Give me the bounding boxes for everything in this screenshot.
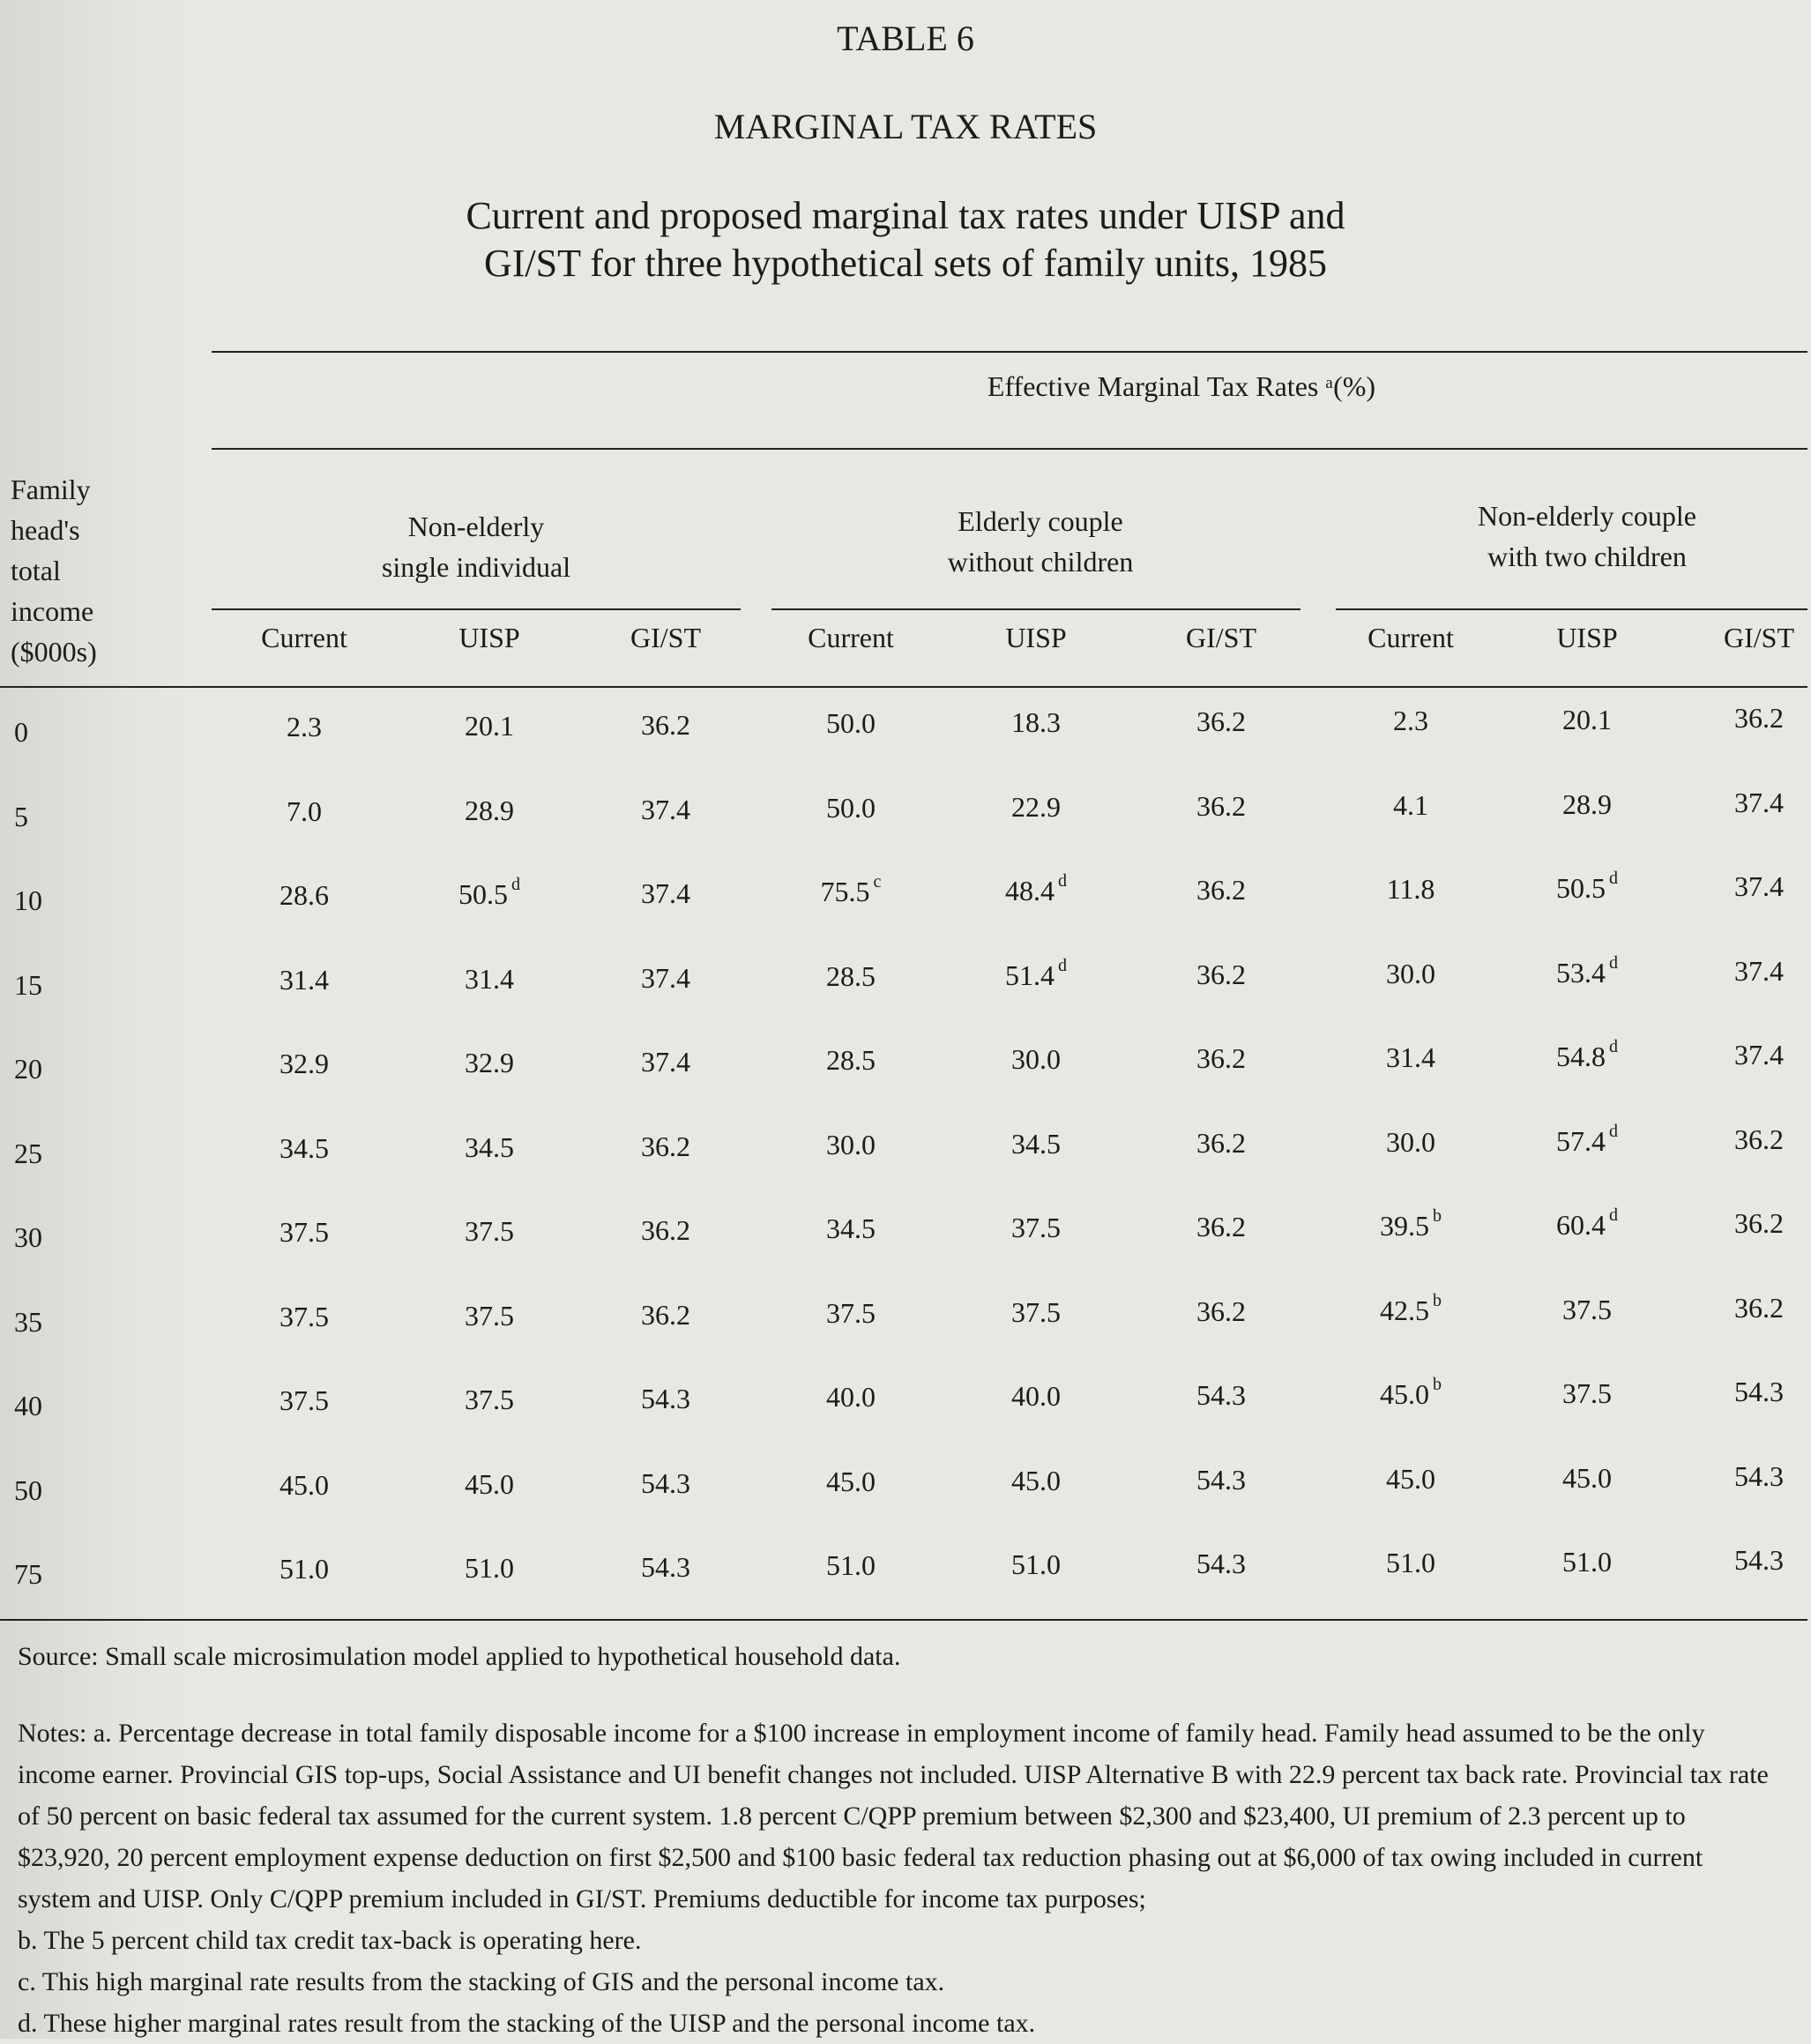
rate-value: 45.0 bbox=[1380, 1378, 1429, 1410]
rate-value: 22.9 bbox=[1011, 790, 1061, 823]
rate-value: 45.0 bbox=[826, 1465, 876, 1497]
rate-cell bbox=[961, 955, 1111, 992]
rate-cell bbox=[1336, 1126, 1486, 1159]
rate-cell bbox=[1684, 787, 1811, 819]
group-rule-1 bbox=[212, 608, 741, 610]
income-cell: 40 bbox=[14, 1390, 42, 1421]
rate-value: 36.2 bbox=[1196, 1042, 1246, 1074]
rate-cell bbox=[1336, 1463, 1486, 1496]
table-bottom-rule bbox=[0, 1619, 1807, 1621]
rate-cell bbox=[591, 1467, 741, 1500]
rate-value: 31.4 bbox=[279, 963, 329, 996]
rate-cell bbox=[1512, 788, 1662, 821]
rate-cell bbox=[1512, 1462, 1662, 1495]
rate-value: 20.1 bbox=[1562, 704, 1612, 735]
column-header: GI/ST bbox=[1724, 622, 1794, 653]
rate-value: 2.3 bbox=[287, 711, 322, 742]
rate-value: 51.0 bbox=[826, 1549, 876, 1581]
rate-cell bbox=[1684, 1544, 1811, 1577]
rate-cell bbox=[1146, 1211, 1296, 1243]
rate-cell bbox=[229, 795, 379, 828]
rate-value: 28.6 bbox=[279, 879, 329, 911]
rate-cell bbox=[776, 960, 926, 993]
rate-cell bbox=[1336, 1290, 1486, 1327]
rate-value: 37.4 bbox=[1734, 870, 1784, 902]
rate-cell bbox=[229, 1048, 379, 1080]
rate-cell bbox=[1336, 705, 1486, 737]
footnote-marker: d bbox=[1058, 955, 1067, 975]
rate-value: 45.0 bbox=[1386, 1462, 1435, 1495]
rate-value: 54.3 bbox=[1734, 1459, 1784, 1492]
footnote-marker: d bbox=[1609, 869, 1618, 888]
rate-cell bbox=[776, 707, 926, 740]
rate-value: 37.4 bbox=[641, 793, 690, 825]
rate-cell bbox=[961, 706, 1111, 739]
note-d: d. These higher marginal rates result from the stacking of the UISP and the personal income tax. bbox=[18, 2009, 1036, 2038]
rate-cell bbox=[776, 792, 926, 824]
rate-cell bbox=[1512, 952, 1662, 989]
rate-value: 51.0 bbox=[279, 1553, 329, 1585]
note-b: b. The 5 percent child tax credit tax-back is operating here. bbox=[18, 1926, 642, 1955]
rate-cell bbox=[776, 1297, 926, 1330]
rate-value: 54.3 bbox=[1734, 1376, 1784, 1407]
footnote-marker: d bbox=[1609, 1121, 1618, 1141]
income-cell: 25 bbox=[14, 1137, 42, 1169]
rate-value: 28.5 bbox=[826, 1044, 876, 1076]
rate-cell bbox=[1684, 1292, 1811, 1324]
note-a: Notes: a. Percentage decrease in total family disposable income for a $100 increase in employment income of family head. Family head assumed to be the only income earner. Provincial GIS top-ups, Social Assistance and UI benefit changes not included. UISP Alternative B with 22.9 percent tax back rate. Provincial tax rate of 50 percent on basic federal tax assumed for the current system. 1.8 percent C/QPP premium between $2,300 and $23,400, UI premium of 2.3 percent up to $23,920, 20 percent employment expense deduction on first $2,500 and $100 basic federal tax reduction phasing out at $6,000 of tax owing included in current system and UISP. Only C/QPP premium included in GI/ST. Premiums deductible for income tax purposes; bbox=[18, 1719, 1769, 1913]
rate-cell bbox=[961, 1465, 1111, 1497]
footnote-marker: d bbox=[1058, 871, 1067, 891]
rate-cell bbox=[1336, 789, 1486, 822]
rate-value: 51.0 bbox=[465, 1552, 514, 1584]
column-header: Current bbox=[808, 622, 894, 653]
rate-cell bbox=[414, 875, 564, 911]
rate-value: 51.4 bbox=[1005, 959, 1055, 991]
rate-value: 37.5 bbox=[1562, 1377, 1612, 1409]
rate-value: 37.4 bbox=[1734, 786, 1784, 818]
rate-cell bbox=[776, 1129, 926, 1161]
income-cell: 5 bbox=[14, 800, 28, 832]
rate-value: 36.2 bbox=[641, 709, 690, 741]
rate-value: 36.2 bbox=[1734, 1291, 1784, 1324]
rate-cell bbox=[591, 1130, 741, 1163]
top-rule bbox=[212, 351, 1807, 353]
rate-cell bbox=[1146, 874, 1296, 906]
rate-cell bbox=[1336, 873, 1486, 906]
rate-value: 28.5 bbox=[826, 959, 876, 992]
rate-cell bbox=[1336, 1375, 1486, 1411]
rate-value: 51.0 bbox=[1562, 1546, 1612, 1578]
rate-cell bbox=[229, 879, 379, 912]
rate-value: 31.4 bbox=[465, 962, 514, 995]
footnote-marker: d bbox=[1609, 952, 1618, 973]
group-heading-non-elderly-single bbox=[300, 506, 652, 587]
rate-cell bbox=[591, 1551, 741, 1584]
rate-value: 36.2 bbox=[1196, 1126, 1246, 1159]
rate-value: 28.9 bbox=[1562, 787, 1612, 820]
rate-value: 54.8 bbox=[1556, 1041, 1606, 1072]
rate-cell bbox=[1336, 958, 1486, 990]
rate-cell bbox=[229, 1216, 379, 1249]
rate-cell bbox=[1512, 1546, 1662, 1578]
rate-value: 36.2 bbox=[1734, 1207, 1784, 1239]
income-cell: 30 bbox=[14, 1221, 42, 1253]
rate-value: 50.0 bbox=[826, 791, 876, 824]
rate-cell bbox=[776, 1381, 926, 1414]
footnote-marker: d bbox=[1609, 1205, 1618, 1225]
rate-value: 54.3 bbox=[641, 1551, 690, 1583]
rate-value: 36.2 bbox=[1196, 874, 1246, 906]
rate-cell bbox=[414, 710, 564, 742]
rate-value: 31.4 bbox=[1386, 1041, 1435, 1073]
column-header: UISP bbox=[458, 622, 520, 653]
footnote-marker: d bbox=[1609, 1037, 1618, 1056]
income-cell: 35 bbox=[14, 1305, 42, 1338]
rate-cell bbox=[414, 963, 564, 996]
rate-cell bbox=[1336, 1547, 1486, 1579]
rate-cell bbox=[1684, 1207, 1811, 1240]
income-cell: 20 bbox=[14, 1053, 42, 1085]
rate-cell bbox=[414, 1552, 564, 1585]
rate-cell bbox=[1684, 702, 1811, 735]
group-heading-line: without children bbox=[947, 546, 1134, 578]
rate-cell bbox=[1684, 1123, 1811, 1156]
group-heading-line: Non-elderly bbox=[407, 511, 545, 542]
rate-value: 37.5 bbox=[465, 1384, 514, 1415]
rate-value: 51.0 bbox=[1386, 1547, 1435, 1578]
rate-cell bbox=[1512, 1121, 1662, 1158]
rate-cell bbox=[961, 1043, 1111, 1076]
column-header: UISP bbox=[1556, 622, 1618, 653]
rate-cell bbox=[591, 962, 741, 995]
rate-value: 54.3 bbox=[1196, 1463, 1246, 1496]
row-header-line: ($000s) bbox=[11, 636, 97, 668]
rate-cell bbox=[414, 1131, 564, 1164]
rate-cell bbox=[1146, 1379, 1296, 1412]
rate-value: 60.4 bbox=[1556, 1209, 1606, 1241]
rate-cell bbox=[961, 1548, 1111, 1581]
rate-value: 2.3 bbox=[1393, 705, 1428, 736]
rate-cell bbox=[776, 872, 926, 908]
rate-value: 37.5 bbox=[826, 1296, 876, 1329]
rate-cell bbox=[1512, 1294, 1662, 1326]
rate-cell bbox=[776, 1212, 926, 1245]
spanner-heading: Effective Marginal Tax Rates ᵃ(%) bbox=[987, 370, 1376, 402]
group-rule-2 bbox=[771, 608, 1300, 610]
rate-cell bbox=[1146, 1464, 1296, 1496]
income-cell: 0 bbox=[14, 716, 28, 748]
rate-value: 45.0 bbox=[279, 1468, 329, 1501]
rate-value: 51.0 bbox=[1011, 1548, 1061, 1580]
rate-cell bbox=[1512, 704, 1662, 736]
rate-cell bbox=[961, 1296, 1111, 1329]
rate-cell bbox=[961, 871, 1111, 907]
rate-value: 54.3 bbox=[641, 1466, 690, 1499]
caption-line-1: Current and proposed marginal tax rates under UISP and bbox=[466, 194, 1345, 237]
rate-value: 36.2 bbox=[1734, 702, 1784, 734]
rate-value: 36.2 bbox=[1734, 1123, 1784, 1155]
column-header: Current bbox=[261, 622, 347, 653]
rate-value: 54.3 bbox=[1196, 1548, 1246, 1579]
rate-cell bbox=[591, 1214, 741, 1247]
rate-cell bbox=[229, 1301, 379, 1333]
rate-cell bbox=[414, 1300, 564, 1332]
rate-value: 37.5 bbox=[1011, 1295, 1061, 1328]
rate-value: 36.2 bbox=[1196, 789, 1246, 822]
rate-value: 37.5 bbox=[1562, 1293, 1612, 1325]
rate-value: 50.0 bbox=[826, 707, 876, 739]
income-cell: 10 bbox=[14, 884, 42, 916]
group-heading-non-elderly-couple-children bbox=[1411, 496, 1763, 577]
rate-value: 42.5 bbox=[1380, 1294, 1429, 1326]
column-header: UISP bbox=[1005, 622, 1067, 653]
rate-value: 37.5 bbox=[465, 1215, 514, 1247]
rate-value: 37.4 bbox=[1734, 954, 1784, 987]
rate-value: 30.0 bbox=[1386, 957, 1435, 989]
rate-value: 4.1 bbox=[1393, 788, 1428, 821]
group-heading-line: Non-elderly couple bbox=[1478, 500, 1696, 532]
rate-value: 54.3 bbox=[1196, 1379, 1246, 1411]
rate-cell bbox=[1146, 1042, 1296, 1075]
rate-value: 45.0 bbox=[465, 1467, 514, 1500]
rate-value: 54.3 bbox=[1734, 1544, 1784, 1576]
rate-cell bbox=[229, 1384, 379, 1417]
column-header: Current bbox=[1368, 622, 1454, 653]
rate-value: 45.0 bbox=[1011, 1464, 1061, 1496]
rate-cell bbox=[776, 1044, 926, 1077]
rate-value: 53.4 bbox=[1556, 956, 1606, 988]
rate-value: 34.5 bbox=[279, 1131, 329, 1164]
rate-value: 37.4 bbox=[641, 877, 690, 909]
row-header-line: Family bbox=[11, 474, 91, 505]
rate-cell bbox=[591, 1046, 741, 1078]
rate-cell bbox=[414, 1215, 564, 1248]
rate-cell bbox=[229, 1469, 379, 1502]
footnote-marker: c bbox=[873, 872, 882, 891]
rate-value: 37.4 bbox=[641, 961, 690, 994]
table-number: TABLE 6 bbox=[837, 19, 974, 58]
rate-cell bbox=[1684, 870, 1811, 903]
rate-cell bbox=[1684, 955, 1811, 988]
rate-value: 54.3 bbox=[641, 1383, 690, 1414]
rate-cell bbox=[1512, 869, 1662, 905]
rate-cell bbox=[1336, 1041, 1486, 1074]
column-header: GI/ST bbox=[630, 622, 701, 653]
rate-cell bbox=[961, 1128, 1111, 1160]
rate-cell bbox=[1146, 790, 1296, 823]
rate-cell bbox=[591, 1299, 741, 1332]
rate-cell bbox=[229, 964, 379, 996]
rate-value: 30.0 bbox=[826, 1128, 876, 1160]
rate-value: 36.2 bbox=[641, 1130, 690, 1162]
rate-value: 11.8 bbox=[1386, 873, 1435, 905]
rate-cell bbox=[1684, 1460, 1811, 1493]
rate-value: 36.2 bbox=[1196, 705, 1246, 737]
group-heading-line: single individual bbox=[381, 551, 571, 583]
income-cell: 75 bbox=[14, 1558, 42, 1590]
rate-cell bbox=[1146, 1295, 1296, 1328]
rate-value: 45.0 bbox=[1562, 1461, 1612, 1494]
row-header-line: total bbox=[11, 555, 61, 586]
group-rule-3 bbox=[1336, 608, 1807, 610]
rate-cell bbox=[1512, 1037, 1662, 1073]
table-caption bbox=[0, 192, 1811, 287]
rate-value: 37.5 bbox=[1011, 1212, 1061, 1243]
rate-cell bbox=[229, 1553, 379, 1585]
rate-cell bbox=[414, 1468, 564, 1501]
rate-value: 40.0 bbox=[826, 1381, 876, 1413]
rate-cell bbox=[961, 791, 1111, 824]
rate-value: 50.5 bbox=[1556, 872, 1606, 904]
rate-value: 30.0 bbox=[1386, 1125, 1435, 1158]
rate-value: 36.2 bbox=[1196, 958, 1246, 990]
rate-value: 34.5 bbox=[1011, 1127, 1061, 1160]
row-header bbox=[11, 469, 97, 672]
rate-cell bbox=[1336, 1206, 1486, 1242]
rate-cell bbox=[1146, 1548, 1296, 1580]
row-header-line: income bbox=[11, 595, 94, 627]
rate-value: 36.2 bbox=[1196, 1294, 1246, 1327]
rate-cell bbox=[1512, 1205, 1662, 1242]
rate-value: 48.4 bbox=[1005, 875, 1055, 906]
rate-value: 18.3 bbox=[1011, 706, 1061, 738]
rate-value: 50.5 bbox=[458, 878, 508, 910]
footnote-marker: b bbox=[1433, 1206, 1442, 1226]
rate-cell bbox=[591, 794, 741, 826]
rate-value: 36.2 bbox=[641, 1214, 690, 1246]
rate-cell bbox=[414, 1047, 564, 1079]
rate-cell bbox=[414, 794, 564, 827]
rate-cell bbox=[591, 709, 741, 742]
rate-value: 36.2 bbox=[641, 1298, 690, 1331]
group-heading-line: with two children bbox=[1487, 541, 1687, 572]
source-note: Source: Small scale microsimulation model applied to hypothetical household data. bbox=[18, 1642, 901, 1671]
spanner-rule bbox=[212, 448, 1807, 450]
notes-block bbox=[18, 1712, 1781, 2044]
rate-value: 37.5 bbox=[279, 1300, 329, 1332]
rate-cell bbox=[776, 1549, 926, 1582]
rate-value: 37.4 bbox=[641, 1046, 690, 1078]
income-cell: 15 bbox=[14, 968, 42, 1001]
note-c: c. This high marginal rate results from the stacking of GIS and the personal income tax. bbox=[18, 1967, 945, 1996]
table-subject: MARGINAL TAX RATES bbox=[713, 107, 1098, 146]
column-header: GI/ST bbox=[1186, 622, 1256, 653]
footnote-marker: b bbox=[1433, 1290, 1442, 1310]
caption-line-2: GI/ST for three hypothetical sets of family units, 1985 bbox=[483, 242, 1327, 285]
rate-value: 28.9 bbox=[465, 794, 514, 826]
rate-value: 7.0 bbox=[287, 794, 322, 827]
rate-cell bbox=[1684, 1039, 1811, 1071]
rate-value: 20.1 bbox=[465, 710, 514, 742]
rate-cell bbox=[961, 1380, 1111, 1413]
rate-value: 40.0 bbox=[1011, 1380, 1061, 1412]
rate-cell bbox=[591, 1383, 741, 1415]
rate-cell bbox=[229, 711, 379, 743]
footnote-marker: d bbox=[511, 875, 520, 894]
rate-value: 34.5 bbox=[826, 1212, 876, 1244]
group-heading-line: Elderly couple bbox=[958, 505, 1123, 537]
rate-cell bbox=[591, 877, 741, 910]
row-header-line: head's bbox=[11, 514, 80, 546]
footnote-marker: b bbox=[1433, 1375, 1442, 1394]
rate-value: 37.5 bbox=[279, 1216, 329, 1248]
rate-value: 57.4 bbox=[1556, 1124, 1606, 1157]
rate-value: 37.5 bbox=[279, 1384, 329, 1416]
rate-value: 34.5 bbox=[465, 1130, 514, 1163]
rate-cell bbox=[1512, 1377, 1662, 1410]
rate-cell bbox=[414, 1384, 564, 1416]
rate-value: 75.5 bbox=[820, 876, 870, 907]
rate-value: 39.5 bbox=[1380, 1210, 1429, 1242]
rate-cell bbox=[776, 1466, 926, 1498]
income-cell: 50 bbox=[14, 1473, 42, 1506]
rate-cell bbox=[961, 1212, 1111, 1244]
header-bottom-rule bbox=[0, 686, 1807, 688]
rate-cell bbox=[1146, 1127, 1296, 1160]
rate-value: 32.9 bbox=[279, 1048, 329, 1079]
group-heading-elderly-couple bbox=[864, 501, 1217, 582]
rate-cell bbox=[1146, 959, 1296, 991]
rate-value: 37.4 bbox=[1734, 1039, 1784, 1070]
rate-value: 30.0 bbox=[1011, 1043, 1061, 1075]
rate-cell bbox=[229, 1132, 379, 1165]
rate-value: 32.9 bbox=[465, 1047, 514, 1078]
rate-cell bbox=[1146, 705, 1296, 738]
rate-cell bbox=[1684, 1376, 1811, 1408]
rate-value: 37.5 bbox=[465, 1299, 514, 1332]
rate-value: 36.2 bbox=[1196, 1211, 1246, 1242]
